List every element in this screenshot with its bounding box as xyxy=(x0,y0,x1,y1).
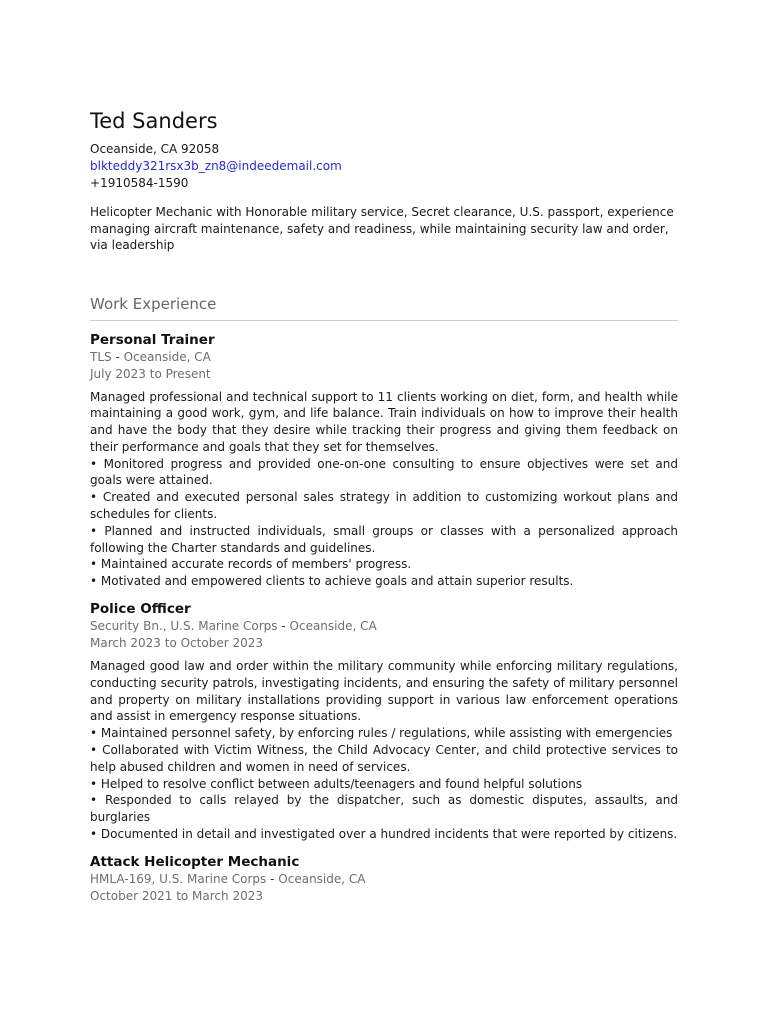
job-bullet: • Motivated and empowered clients to achieve goals and attain superior results. xyxy=(90,574,574,589)
job-bullet: • Documented in detail and investigated over a hundred incidents that were reported by citizens. xyxy=(90,827,678,842)
job-location: Oceanside, CA xyxy=(278,871,366,886)
job-bullet: • Collaborated with Victim Witness, the Child Advocacy Center, and child protective services to help abused children and women in need of services. xyxy=(90,743,678,774)
job-dates: March 2023 to October 2023 xyxy=(90,636,263,651)
job-company: HMLA-169, U.S. Marine Corps xyxy=(90,871,267,886)
job-entry xyxy=(90,331,678,591)
job-entry xyxy=(90,853,678,905)
work-experience-heading: Work Experience xyxy=(90,294,678,321)
job-description-paragraph: Managed professional and technical support to 11 clients working on diet, form, and health while maintaining a good work, gym, and life balance. Train individuals on how to improve their health and have the body that they desire while tracking their progress and giving them feedback on their performance and goals that they set for themselves. xyxy=(90,389,678,454)
job-description xyxy=(90,658,678,843)
job-title: Personal Trainer xyxy=(90,331,215,348)
summary-text: Helicopter Mechanic with Honorable military service, Secret clearance, U.S. passport, experience managing aircraft maintenance, safety and readiness, while maintaining security law and order, via leadership xyxy=(90,205,674,252)
job-bullet: • Maintained personnel safety, by enforcing rules / regulations, while assisting with emergencies xyxy=(90,726,673,741)
job-bullet: • Helped to resolve conflict between adults/teenagers and found helpful solutions xyxy=(90,776,583,791)
job-location: Oceanside, CA xyxy=(123,349,211,364)
job-entry xyxy=(90,600,678,843)
resume-content xyxy=(90,108,678,905)
contact-phone: +1910584-1590 xyxy=(90,176,189,190)
job-description-paragraph: Managed good law and order within the military community while enforcing military regulations, conducting security patrols, investigating incidents, and ensuring the safety of military personnel and property on military installations providing support in various law enforcement operations and assist in emergency response situations. xyxy=(90,659,678,724)
job-bullet: • Planned and instructed individuals, small groups or classes with a personalized approach following the Charter standards and guidelines. xyxy=(90,523,678,555)
job-bullet: • Responded to calls relayed by the dispatcher, such as domestic disputes, assaults, and burglaries xyxy=(90,793,678,825)
job-bullet: • Created and executed personal sales strategy in addition to customizing workout plans and schedules for clients. xyxy=(90,490,678,522)
job-company-location xyxy=(90,349,678,366)
job-company-location xyxy=(90,871,678,888)
job-dates: July 2023 to Present xyxy=(90,366,211,381)
contact-email-link[interactable]: blkteddy321rsx3b_zn8@indeedemail.com xyxy=(90,159,342,173)
candidate-name: Ted Sanders xyxy=(90,109,218,133)
job-meta-separator: - xyxy=(115,349,120,364)
job-description xyxy=(90,389,678,591)
job-company: Security Bn., U.S. Marine Corps xyxy=(90,619,278,634)
job-bullet: • Monitored progress and provided one-on-one consulting to ensure objectives were set and goals were attained. xyxy=(90,456,678,488)
job-title: Police Officer xyxy=(90,601,191,618)
job-location: Oceanside, CA xyxy=(289,619,377,634)
job-meta-separator: - xyxy=(281,619,286,634)
job-bullet: • Maintained accurate records of members' progress. xyxy=(90,557,412,572)
job-meta-separator: - xyxy=(270,871,275,886)
job-dates: October 2021 to March 2023 xyxy=(90,888,263,903)
job-list xyxy=(90,331,678,905)
job-title: Attack Helicopter Mechanic xyxy=(90,853,300,870)
job-company-location xyxy=(90,618,678,635)
job-company: TLS xyxy=(90,349,112,364)
contact-location: Oceanside, CA 92058 xyxy=(90,142,220,156)
